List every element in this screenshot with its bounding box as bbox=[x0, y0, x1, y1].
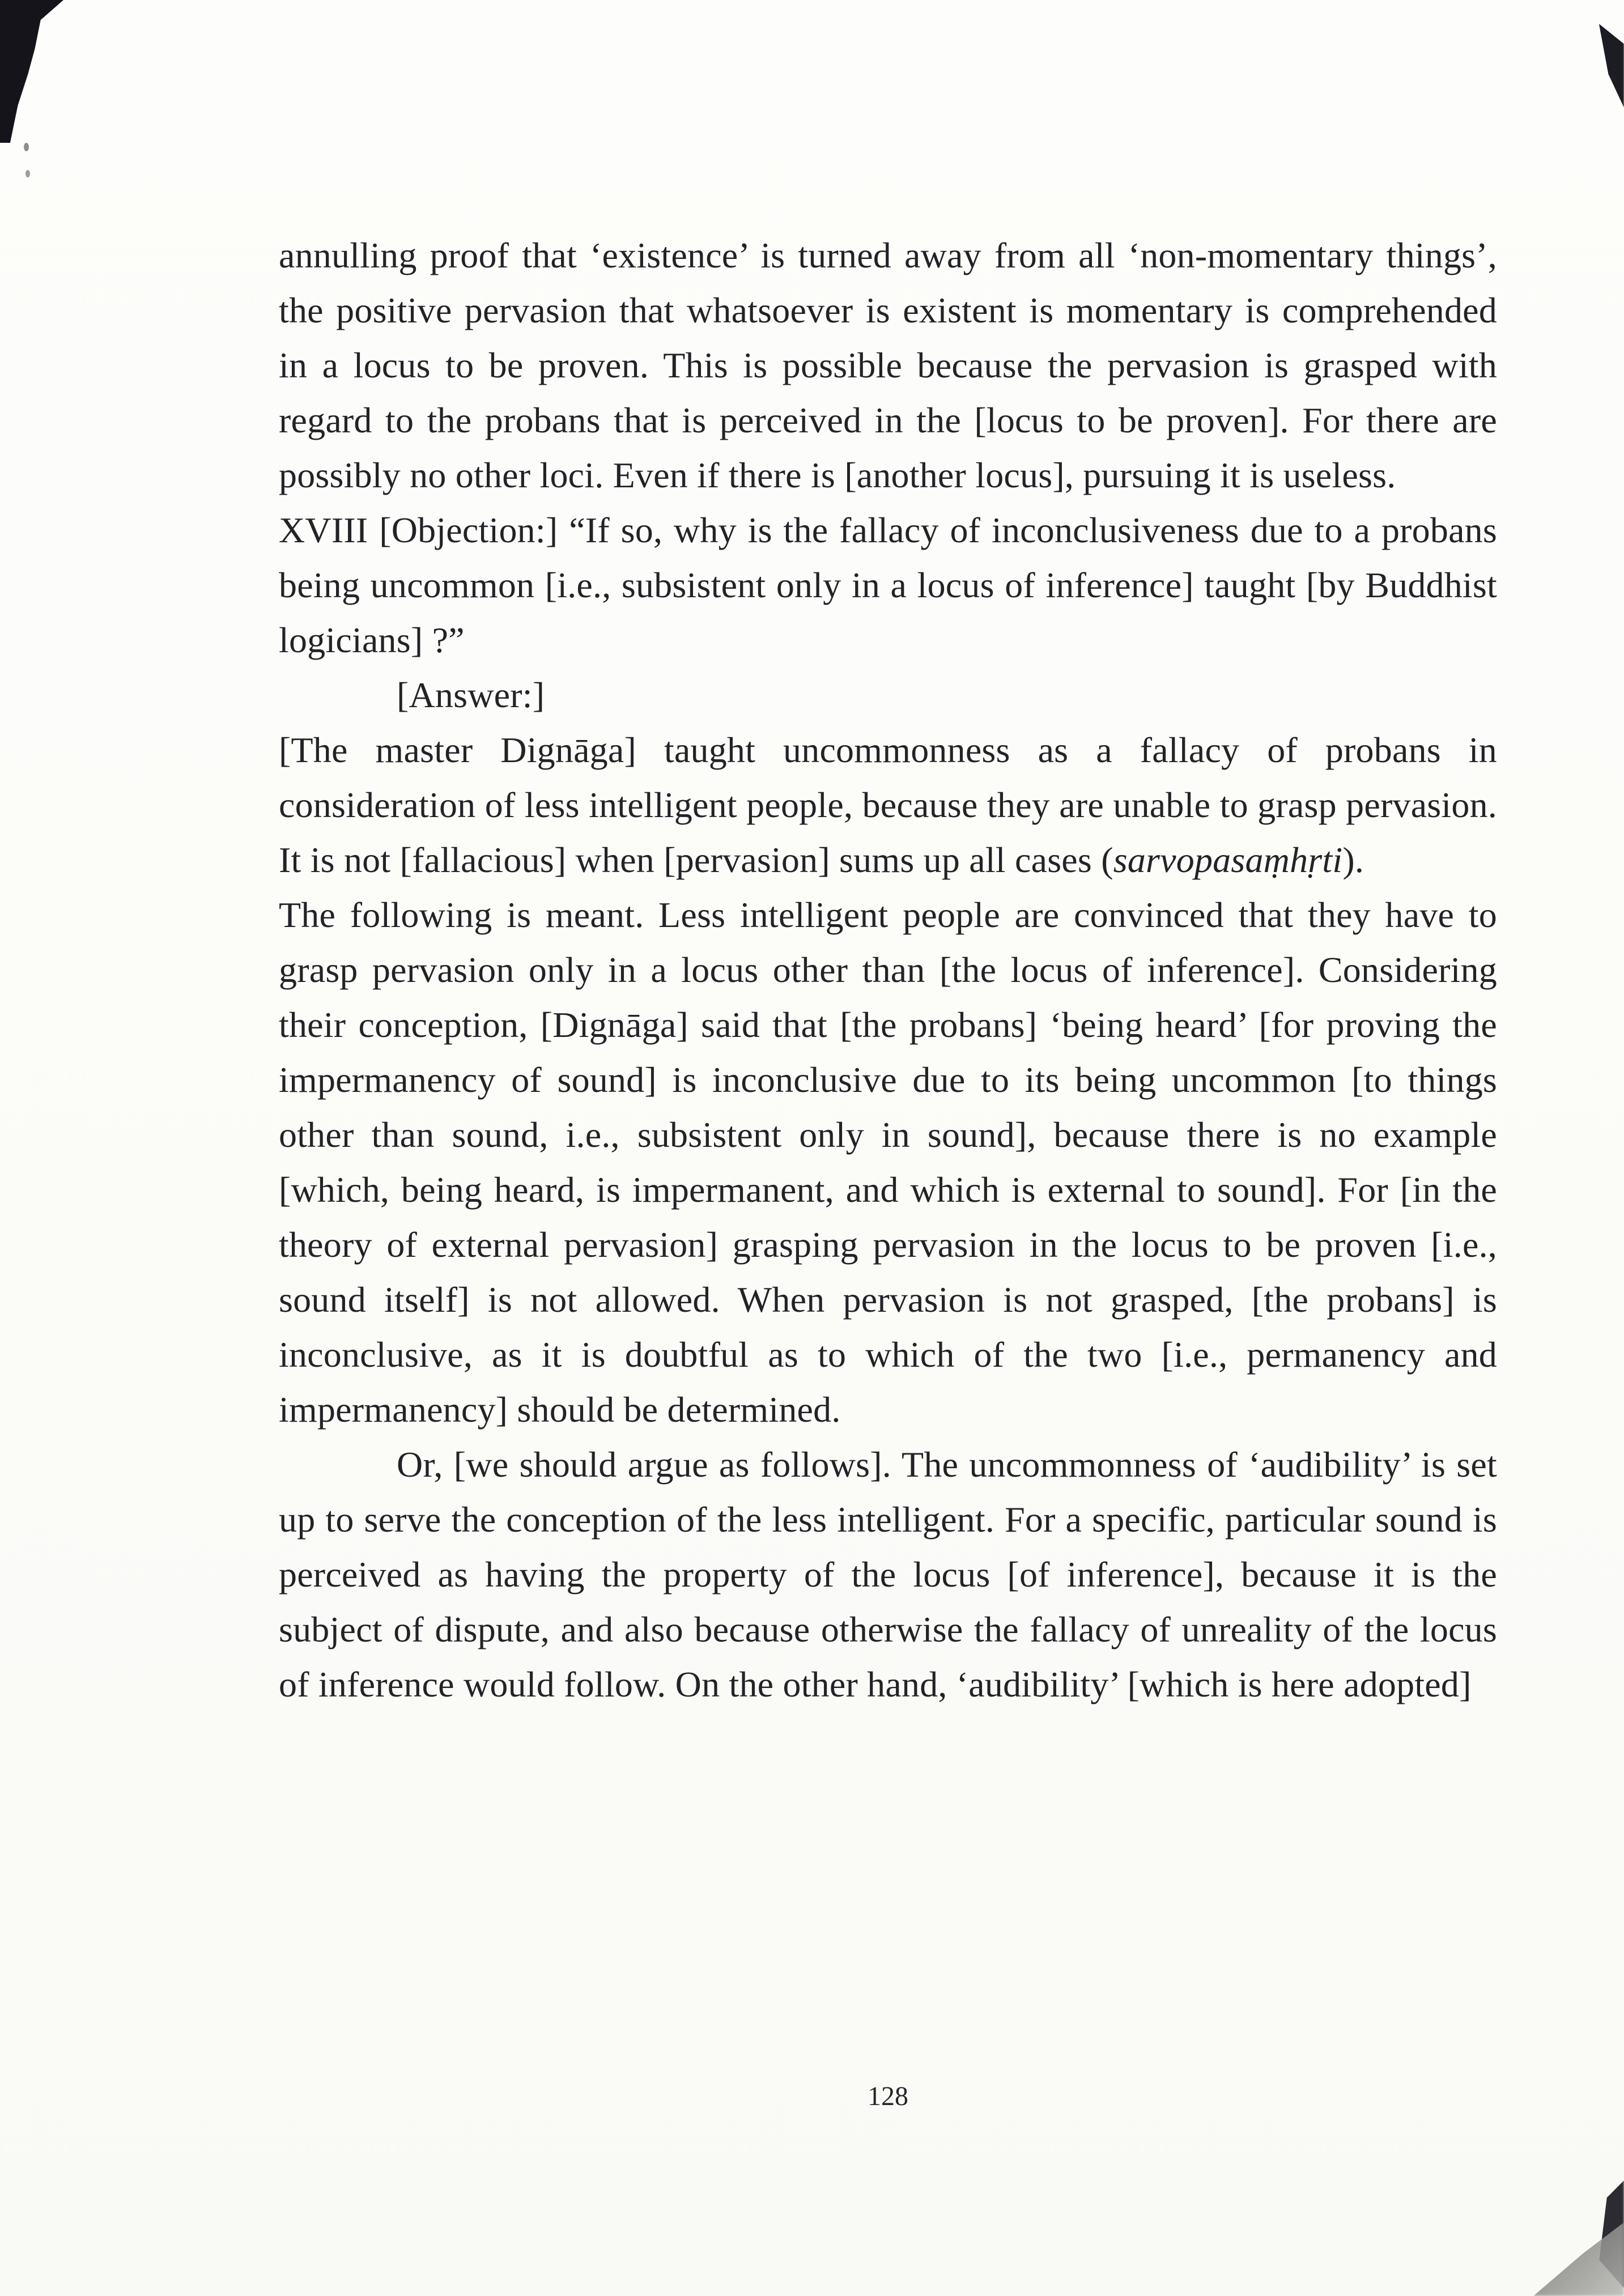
paragraph-explanation: The following is meant. Less intelligent people are convinced that they have to grasp pervasion only in a locus other than [the locus of inference]. Considering their conception, [Dignāga] said that [the probans] ‘being heard’ [for proving the impermanency of sound] is inconclusive due to its being uncommon [to things other than sound, i.e., subsistent only in sound], because there is no example [which, being heard, is impermanent, and which is external to sound]. For [in the theory of external pervasion] grasping pervasion in the locus to be proven [i.e., sound itself] is not allowed. When pervasion is not grasped, [the probans] is inconclusive, as it is doubtful as to which of the two [i.e., permanency and impermanency] should be determined. bbox=[279, 895, 1497, 1430]
scan-artifact-top-left bbox=[0, 0, 63, 143]
quote-text: [The master Dignāga] taught uncommonness as a fallacy of probans in consideration of less intelligent people, because they are unable to grasp pervasion. It is not [fallacious] when [pervasion] sums up all cases ( bbox=[279, 730, 1497, 880]
verse-quote bbox=[279, 722, 1497, 887]
scan-speck bbox=[24, 143, 29, 151]
scan-speck bbox=[25, 170, 30, 177]
scan-artifact-top-right bbox=[1572, 24, 1624, 108]
quote-italic-term: sarvopasaṃhṛti bbox=[1113, 840, 1343, 880]
quote-closing: ). bbox=[1342, 840, 1364, 880]
page-number: 128 bbox=[868, 2081, 908, 2111]
paragraph-alternative-argument: Or, [we should argue as follows]. The uncommonness of ‘audibility’ is set up to serve the conception of the less intelligent. For a specific, particular sound is perceived as having the property of the locus [of inference], because it is the subject of dispute, and also because otherwise the fallacy of unreality of the locus of inference would follow. On the other hand, ‘audibility’ [which is here adopted] bbox=[279, 1444, 1497, 1704]
answer-label: [Answer:] bbox=[397, 675, 545, 715]
scan-artifact-right-edge bbox=[1592, 2180, 1624, 2288]
scan-artifact-bottom-right bbox=[1533, 2222, 1624, 2296]
paragraph-continuation: annulling proof that ‘existence’ is turned away from all ‘non-momentary things’, the positive pervasion that whatsoever is existent is momentary is comprehended in a locus to be proven. This is possible because the pervasion is grasped with regard to the probans that is perceived in the [locus to be proven]. For there are possibly no other loci. Even if there is [another locus], pursuing it is useless. bbox=[279, 235, 1497, 495]
page-text bbox=[279, 228, 1497, 1712]
paragraph-objection-xviii: XVIII [Objection:] “If so, why is the fallacy of inconclusiveness due to a probans being uncommon [i.e., subsistent only in a locus of inference] taught [by Buddhist logicians] ?” bbox=[279, 510, 1497, 660]
